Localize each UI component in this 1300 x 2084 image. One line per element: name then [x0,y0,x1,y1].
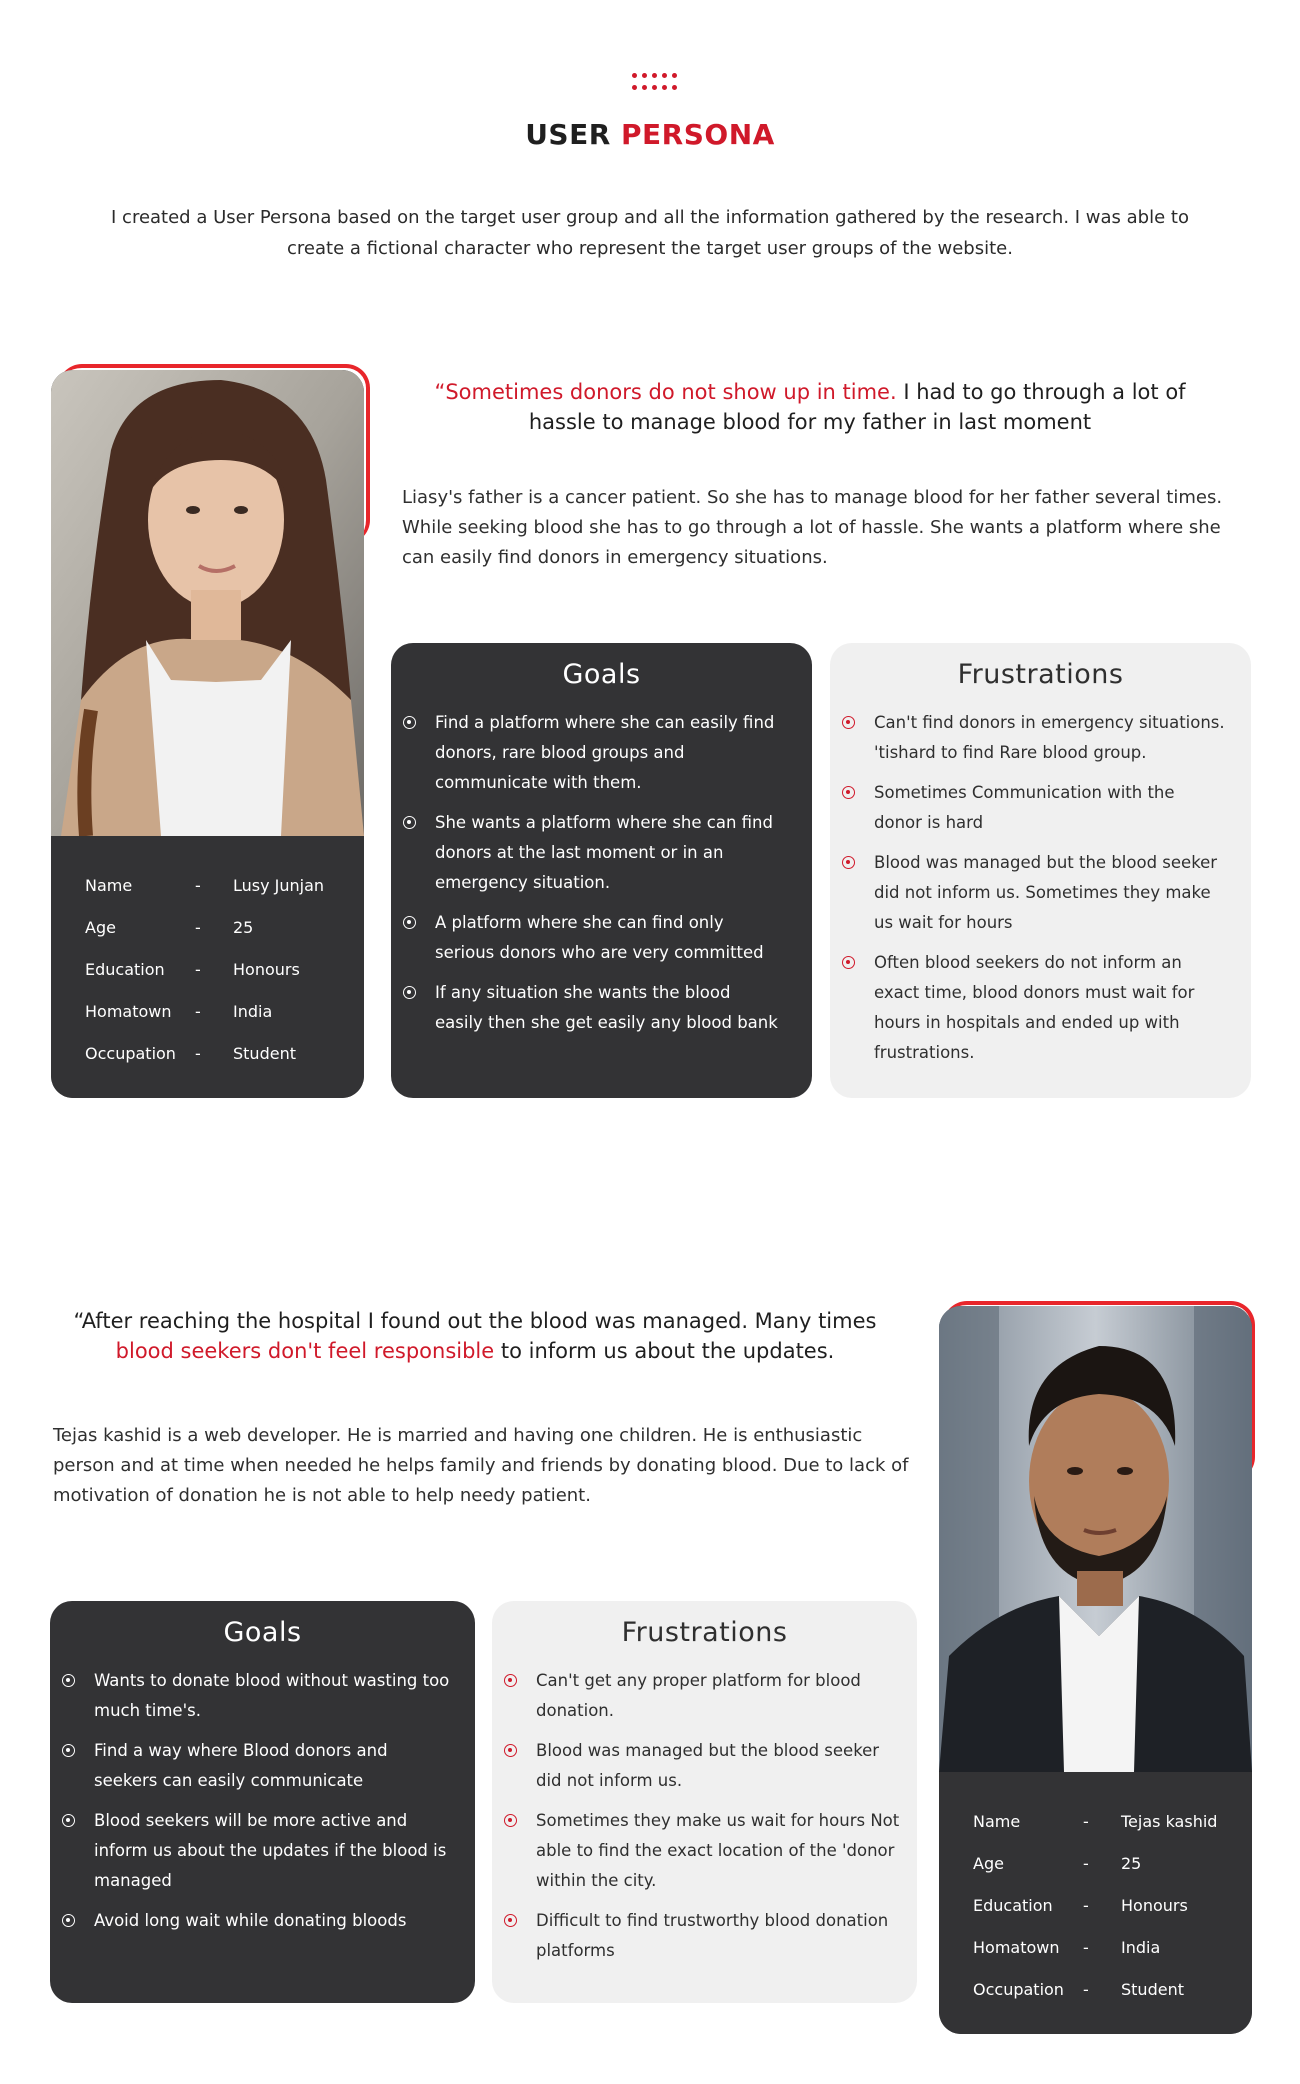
list-item-text: Blood was managed but the blood seeker did not inform us. Sometimes they make us wait for hours [874,853,1218,932]
list-item-text: Avoid long wait while donating bloods [94,1911,407,1930]
list-item [492,1736,901,1796]
info-label: Occupation [973,1979,1064,1999]
info-dash: - [1083,1853,1089,1873]
info-value: Student [233,1043,296,1063]
persona2-frustrations-card [492,1601,917,2003]
list-item [391,808,782,898]
persona2-quote-start: “After reaching the hospital I found out the blood was managed. Many times [73,1309,877,1333]
list-item-text: If any situation she wants the blood easily then she get easily any blood bank [435,983,778,1032]
list-item [391,978,782,1038]
persona2-card [939,1306,1252,2034]
bullet-icon [504,1744,517,1757]
list-item [492,1666,901,1726]
frustrations-list [830,708,1251,1068]
persona2-goals-card [50,1601,475,2003]
frustrations-heading: Frustrations [621,1617,788,1648]
list-item [391,708,782,798]
bullet-icon [403,916,416,929]
info-value: Tejas kashid [1121,1811,1218,1831]
list-item-text: Sometimes Communication with the donor is hard [874,783,1175,832]
info-row-occupation [85,1032,364,1074]
list-item-text: Blood seekers will be more active and inform us about the updates if the blood is managed [94,1811,447,1890]
info-dash: - [1083,1937,1089,1957]
info-label: Name [85,875,133,895]
info-label: Age [85,917,116,937]
info-row-age [85,906,364,948]
persona1-quote-highlight: “Sometimes donors do not show up in time. [434,380,897,404]
list-item-text: Can't find donors in emergency situations. 'tishard to find Rare blood group. [874,713,1225,762]
goals-list [50,1666,475,1936]
info-label: Education [973,1895,1053,1915]
list-item [50,1906,455,1936]
persona1-card [51,370,364,1098]
bullet-icon [403,716,416,729]
info-value: India [233,1001,273,1021]
list-item-text: Find a platform where she can easily find donors, rare blood groups and communicate with them. [435,713,775,792]
list-item [830,778,1225,838]
frustrations-list [492,1666,917,1966]
list-item [830,848,1225,938]
goals-list [391,708,812,1038]
list-item-text: Sometimes they make us wait for hours Not able to find the exact location of the 'donor within the city. [536,1811,900,1890]
persona1-quote [400,377,1220,437]
info-label: Education [85,959,165,979]
info-value: Honours [233,959,300,979]
persona2-photo [939,1306,1252,1772]
info-value: Lusy Junjan [233,875,325,895]
info-label: Homatown [973,1937,1060,1957]
persona2-bio: Tejas kashid is a web developer. He is married and having one children. He is enthusiastic person and at time when needed he helps family and friends by donating blood. Due to lack of motivation of donation he is not able to help needy patient. [53,1425,909,1506]
info-dash: - [1083,1979,1089,1999]
persona1-quote-rest: I had to go through a lot of hassle to manage blood for my father in last moment [528,380,1186,434]
info-row-hometown [85,990,364,1032]
info-row-education [973,1884,1252,1926]
info-row-hometown [973,1926,1252,1968]
info-value: 25 [233,917,254,937]
decorative-dots-icon [632,73,670,93]
bullet-icon [504,1814,517,1827]
bullet-icon [403,816,416,829]
list-item-text: She wants a platform where she can find donors at the last moment or in an emergency situation. [435,813,773,892]
bullet-icon [62,1914,75,1927]
list-item-text: Difficult to find trustworthy blood donation platforms [536,1911,889,1960]
bullet-icon [62,1674,75,1687]
goals-heading: Goals [223,1617,302,1648]
info-dash: - [195,1043,201,1063]
info-value: 25 [1121,1853,1142,1873]
list-item-text: Can't get any proper platform for blood donation. [536,1671,861,1720]
info-row-occupation [973,1968,1252,2010]
persona2-quote [50,1306,900,1366]
bullet-icon [842,856,855,869]
info-value: Student [1121,1979,1184,1999]
list-item-text: Blood was managed but the blood seeker did not inform us. [536,1741,880,1790]
info-row-education [85,948,364,990]
goals-heading: Goals [562,659,641,690]
list-item [830,948,1225,1068]
info-dash: - [195,1001,201,1021]
list-item [492,1806,901,1896]
bullet-icon [504,1674,517,1687]
page-title [0,118,1300,151]
info-label: Age [973,1853,1004,1873]
info-label: Name [973,1811,1021,1831]
persona1-photo [51,370,364,836]
persona2-quote-end: to inform us about the updates. [494,1339,835,1363]
list-item [50,1806,455,1896]
bullet-icon [842,786,855,799]
info-row-name [973,1800,1252,1842]
persona2-quote-highlight: blood seekers don't feel responsible [115,1339,495,1363]
list-item [50,1736,455,1796]
list-item [50,1666,455,1726]
bullet-icon [842,716,855,729]
list-item-text: Find a way where Blood donors and seekers can easily communicate [94,1741,388,1790]
info-value: Honours [1121,1895,1188,1915]
bullet-icon [842,956,855,969]
list-item-text: Wants to donate blood without wasting too much time's. [94,1671,450,1720]
list-item [830,708,1225,768]
bullet-icon [403,986,416,999]
persona1-bio: Liasy's father is a cancer patient. So she has to manage blood for her father several times. While seeking blood she has to go through a lot of hassle. She wants a platform where she can easily find donors in emergency situations. [402,487,1223,568]
frustrations-heading: Frustrations [957,659,1124,690]
info-dash: - [1083,1895,1089,1915]
info-label: Occupation [85,1043,176,1063]
info-dash: - [195,875,201,895]
info-dash: - [195,959,201,979]
bullet-icon [504,1914,517,1927]
persona1-info-panel [51,836,364,1098]
list-item [391,908,782,968]
info-dash: - [1083,1811,1089,1831]
persona1-goals-card [391,643,812,1098]
info-row-age [973,1842,1252,1884]
list-item-text: Often blood seekers do not inform an exact time, blood donors must wait for hours in hospitals and ended up with frustrations. [874,953,1195,1062]
persona1-frustrations-card [830,643,1251,1098]
intro-paragraph: I created a User Persona based on the target user group and all the information gathered by the research. I was able to create a fictional character who represent the target user groups of the website. [111,207,1189,259]
info-dash: - [195,917,201,937]
list-item-text: A platform where she can find only serious donors who are very committed [435,913,764,962]
persona2-info-panel [939,1772,1252,2034]
title-word-user: USER [525,118,611,151]
bullet-icon [62,1814,75,1827]
info-value: India [1121,1937,1161,1957]
info-row-name [85,864,364,906]
list-item [492,1906,901,1966]
info-label: Homatown [85,1001,172,1021]
title-word-persona: PERSONA [621,118,775,151]
bullet-icon [62,1744,75,1757]
